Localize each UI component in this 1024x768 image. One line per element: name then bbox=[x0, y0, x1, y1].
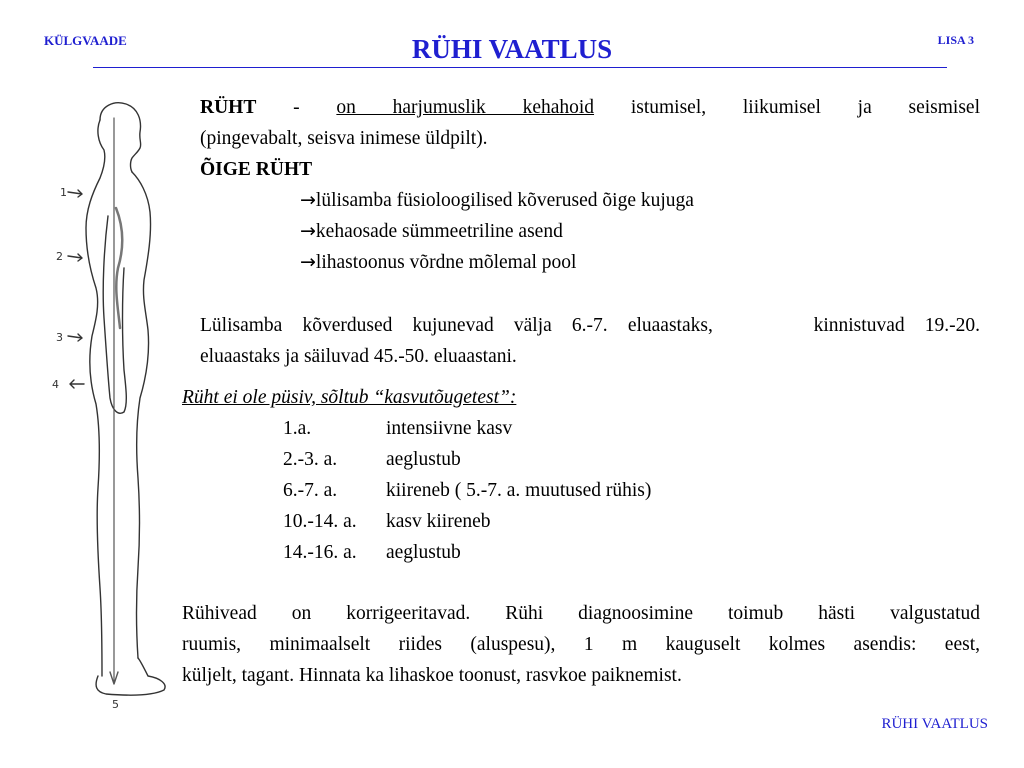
growth-age: 10.-14. a. bbox=[283, 511, 357, 532]
figure-head-outline bbox=[100, 103, 141, 172]
marker-label-5: 5 bbox=[112, 698, 119, 711]
spine-curves-paragraph bbox=[200, 310, 980, 372]
figure-front-outline bbox=[132, 172, 151, 658]
growth-desc: aeglustub bbox=[386, 542, 461, 563]
definition-rest: istumisel, liikumisel ja seismisel bbox=[594, 97, 980, 118]
correct-posture-item: →kehaosade sümmeetriline asend bbox=[300, 220, 563, 242]
view-label: KÜLGVAADE bbox=[44, 33, 127, 48]
definition-dash: - bbox=[256, 97, 337, 118]
diagnosis-line-3: küljelt, tagant. Hinnata ka lihaskoe toonust, rasvkoe paiknemist. bbox=[182, 665, 682, 686]
curves-line-2: eluaastaks ja säiluvad 45.-50. eluaastani. bbox=[200, 346, 517, 367]
figure-foot-outline bbox=[96, 658, 165, 695]
growth-subtitle: Rüht ei ole püsiv, sõltub “kasvutõugetest”: bbox=[182, 387, 517, 408]
diagnosis-line-2: ruumis, minimaalselt riides (aluspesu), 1 m kauguselt kolmes asendis: eest, bbox=[182, 634, 980, 655]
definition-underlined: on harjumuslik kehahoid bbox=[336, 97, 595, 118]
growth-age: 2.-3. a. bbox=[283, 449, 338, 470]
definition-term: RÜHT bbox=[200, 97, 257, 118]
correct-posture-item: →lülisamba füsioloogilised kõverused õige kujuga bbox=[300, 189, 694, 211]
posture-definition bbox=[200, 92, 980, 154]
marker-arrow-4-icon bbox=[70, 380, 84, 388]
title-divider bbox=[93, 67, 947, 68]
correct-posture-item: →lihastoonus võrdne mõlemal pool bbox=[300, 251, 577, 273]
growth-age: 6.-7. a. bbox=[283, 480, 338, 501]
marker-label-1: 1 bbox=[60, 186, 67, 199]
footer-label: RÜHI VAATLUS bbox=[881, 716, 988, 732]
growth-age: 1.a. bbox=[283, 418, 312, 439]
correct-posture-heading: ÕIGE RÜHT bbox=[200, 159, 313, 180]
side-view-posture-figure bbox=[40, 98, 180, 712]
diagnosis-paragraph bbox=[182, 598, 980, 691]
appendix-label: LISA 3 bbox=[937, 33, 974, 47]
growth-desc: kasv kiireneb bbox=[386, 511, 491, 532]
figure-back-outline bbox=[86, 120, 105, 676]
growth-age: 14.-16. a. bbox=[283, 542, 357, 563]
page-title: RÜHI VAATLUS bbox=[411, 34, 613, 64]
marker-label-3: 3 bbox=[56, 331, 63, 344]
marker-arrow-1-icon bbox=[68, 190, 82, 197]
arrow-icon: → bbox=[300, 220, 316, 242]
marker-label-4: 4 bbox=[52, 378, 59, 391]
arrow-icon: → bbox=[300, 251, 316, 273]
growth-desc: kiireneb ( 5.-7. a. muutused rühis) bbox=[386, 480, 652, 501]
growth-desc: aeglustub bbox=[386, 449, 461, 470]
marker-arrow-2-icon bbox=[68, 254, 82, 261]
growth-desc: intensiivne kasv bbox=[386, 418, 513, 439]
definition-line-2: (pingevabalt, seisva inimese üldpilt). bbox=[200, 128, 488, 149]
curves-line-1: Lülisamba kõverdused kujunevad välja 6.-7. eluaastaks, kinnistuvad 19.-20. bbox=[200, 315, 980, 336]
marker-arrow-3-icon bbox=[68, 334, 82, 341]
spine-curve bbox=[116, 208, 122, 328]
marker-label-2: 2 bbox=[56, 250, 63, 263]
diagnosis-line-1: Rühivead on korrigeeritavad. Rühi diagnoosimine toimub hästi valgustatud bbox=[182, 603, 980, 624]
arrow-icon: → bbox=[300, 189, 316, 211]
